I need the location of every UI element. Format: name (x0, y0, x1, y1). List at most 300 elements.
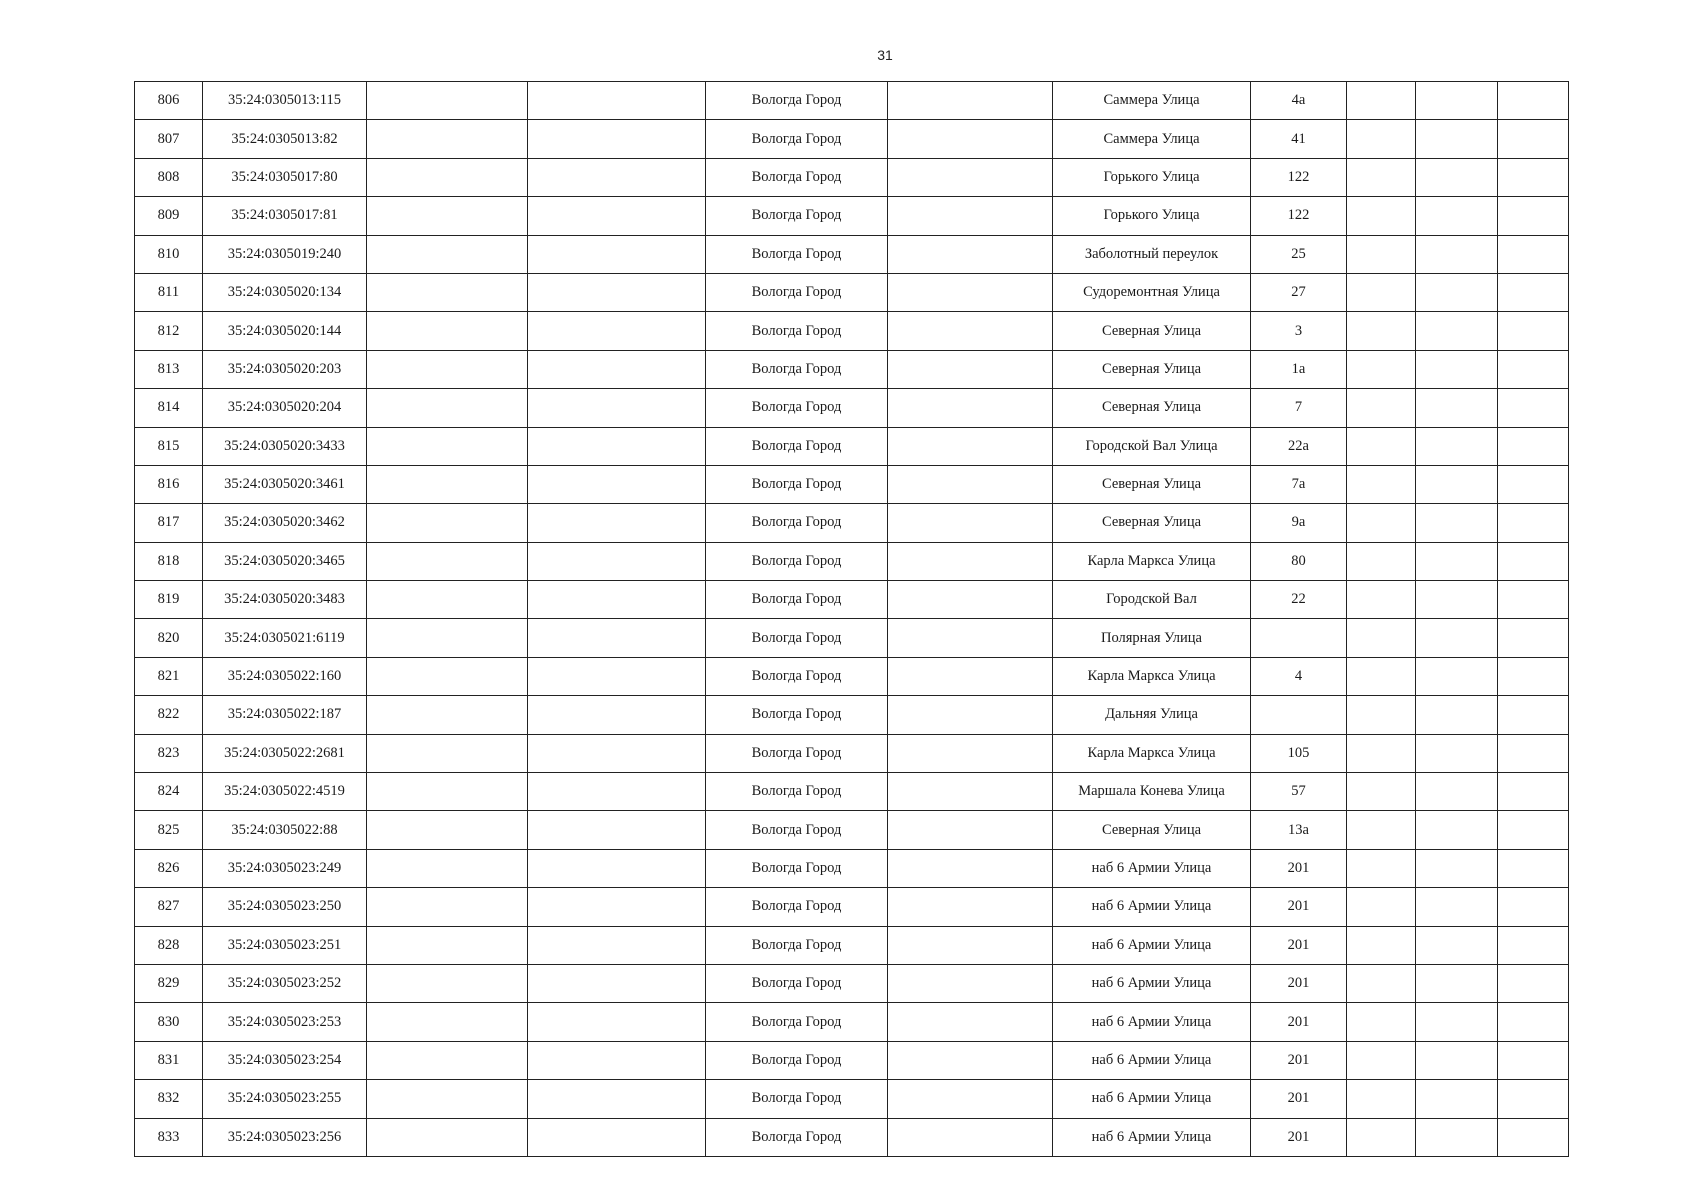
street-cell: Саммера Улица (1053, 82, 1251, 120)
empty-cell (528, 696, 706, 734)
empty-cell (888, 734, 1053, 772)
empty-cell (367, 350, 528, 388)
empty-cell (528, 888, 706, 926)
cadastral-number-cell: 35:24:0305023:255 (203, 1080, 367, 1118)
empty-cell (888, 312, 1053, 350)
cadastral-number-cell: 35:24:0305022:160 (203, 657, 367, 695)
house-number-cell: 7а (1251, 465, 1347, 503)
empty-cell (1347, 811, 1416, 849)
street-cell: наб 6 Армии Улица (1053, 964, 1251, 1002)
empty-cell (1498, 926, 1569, 964)
cadastral-number-cell: 35:24:0305020:3465 (203, 542, 367, 580)
empty-cell (888, 1041, 1053, 1079)
cadastral-number-cell: 35:24:0305020:134 (203, 273, 367, 311)
locality-cell: Вологда Город (706, 312, 888, 350)
table-row (135, 312, 1569, 350)
empty-cell (528, 273, 706, 311)
empty-cell (888, 350, 1053, 388)
empty-cell (1498, 504, 1569, 542)
empty-cell (888, 926, 1053, 964)
house-number-cell: 201 (1251, 849, 1347, 887)
empty-cell (367, 773, 528, 811)
cadastral-number-cell: 35:24:0305023:249 (203, 849, 367, 887)
cadastral-number-cell: 35:24:0305023:256 (203, 1118, 367, 1156)
row-number-cell: 829 (135, 964, 203, 1002)
empty-cell (1347, 235, 1416, 273)
empty-cell (1347, 427, 1416, 465)
row-number-cell: 809 (135, 197, 203, 235)
empty-cell (1347, 964, 1416, 1002)
empty-cell (888, 427, 1053, 465)
empty-cell (528, 1118, 706, 1156)
street-cell: Саммера Улица (1053, 120, 1251, 158)
empty-cell (1416, 350, 1498, 388)
empty-cell (528, 1080, 706, 1118)
empty-cell (1416, 389, 1498, 427)
house-number-cell: 9а (1251, 504, 1347, 542)
empty-cell (888, 964, 1053, 1002)
empty-cell (888, 82, 1053, 120)
locality-cell: Вологда Город (706, 82, 888, 120)
row-number-cell: 833 (135, 1118, 203, 1156)
empty-cell (1498, 350, 1569, 388)
locality-cell: Вологда Город (706, 619, 888, 657)
empty-cell (528, 657, 706, 695)
house-number-cell: 201 (1251, 1080, 1347, 1118)
empty-cell (367, 888, 528, 926)
house-number-cell: 201 (1251, 926, 1347, 964)
empty-cell (1416, 734, 1498, 772)
empty-cell (888, 696, 1053, 734)
row-number-cell: 826 (135, 849, 203, 887)
cadastral-number-cell: 35:24:0305023:252 (203, 964, 367, 1002)
locality-cell: Вологда Город (706, 120, 888, 158)
table-row (135, 696, 1569, 734)
table-row (135, 964, 1569, 1002)
empty-cell (1498, 235, 1569, 273)
row-number-cell: 812 (135, 312, 203, 350)
table-row (135, 465, 1569, 503)
empty-cell (1498, 964, 1569, 1002)
empty-cell (1347, 619, 1416, 657)
street-cell: Карла Маркса Улица (1053, 542, 1251, 580)
empty-cell (367, 158, 528, 196)
locality-cell: Вологда Город (706, 465, 888, 503)
empty-cell (888, 465, 1053, 503)
empty-cell (367, 427, 528, 465)
empty-cell (1498, 619, 1569, 657)
house-number-cell (1251, 619, 1347, 657)
street-cell: Северная Улица (1053, 504, 1251, 542)
empty-cell (1347, 197, 1416, 235)
street-cell: Горького Улица (1053, 158, 1251, 196)
street-cell: Северная Улица (1053, 465, 1251, 503)
table-row (135, 504, 1569, 542)
row-number-cell: 831 (135, 1041, 203, 1079)
empty-cell (528, 542, 706, 580)
row-number-cell: 822 (135, 696, 203, 734)
empty-cell (528, 158, 706, 196)
empty-cell (1498, 849, 1569, 887)
table-row (135, 389, 1569, 427)
cadastral-number-cell: 35:24:0305019:240 (203, 235, 367, 273)
row-number-cell: 824 (135, 773, 203, 811)
table-row (135, 158, 1569, 196)
empty-cell (1498, 82, 1569, 120)
empty-cell (888, 1003, 1053, 1041)
empty-cell (1498, 1041, 1569, 1079)
empty-cell (528, 773, 706, 811)
empty-cell (1416, 235, 1498, 273)
locality-cell: Вологда Город (706, 926, 888, 964)
table-row (135, 581, 1569, 619)
empty-cell (1347, 1080, 1416, 1118)
empty-cell (528, 811, 706, 849)
locality-cell: Вологда Город (706, 1118, 888, 1156)
empty-cell (367, 197, 528, 235)
table-row (135, 926, 1569, 964)
cadastral-number-cell: 35:24:0305023:253 (203, 1003, 367, 1041)
house-number-cell: 7 (1251, 389, 1347, 427)
street-cell: наб 6 Армии Улица (1053, 1041, 1251, 1079)
empty-cell (367, 120, 528, 158)
row-number-cell: 820 (135, 619, 203, 657)
cadastral-number-cell: 35:24:0305022:4519 (203, 773, 367, 811)
locality-cell: Вологда Город (706, 1041, 888, 1079)
house-number-cell: 201 (1251, 964, 1347, 1002)
empty-cell (367, 235, 528, 273)
empty-cell (1498, 696, 1569, 734)
empty-cell (1416, 1080, 1498, 1118)
empty-cell (888, 581, 1053, 619)
row-number-cell: 821 (135, 657, 203, 695)
empty-cell (528, 82, 706, 120)
empty-cell (1498, 1003, 1569, 1041)
empty-cell (528, 465, 706, 503)
street-cell: Горького Улица (1053, 197, 1251, 235)
street-cell: Северная Улица (1053, 350, 1251, 388)
empty-cell (528, 619, 706, 657)
empty-cell (528, 1003, 706, 1041)
empty-cell (1498, 158, 1569, 196)
house-number-cell: 22 (1251, 581, 1347, 619)
empty-cell (367, 926, 528, 964)
row-number-cell: 817 (135, 504, 203, 542)
table-row (135, 350, 1569, 388)
cadastral-number-cell: 35:24:0305022:88 (203, 811, 367, 849)
empty-cell (1498, 465, 1569, 503)
row-number-cell: 814 (135, 389, 203, 427)
table-row (135, 235, 1569, 273)
empty-cell (888, 1080, 1053, 1118)
cadastral-number-cell: 35:24:0305020:3483 (203, 581, 367, 619)
table-row (135, 120, 1569, 158)
empty-cell (1498, 1080, 1569, 1118)
house-number-cell: 122 (1251, 158, 1347, 196)
empty-cell (528, 350, 706, 388)
locality-cell: Вологда Город (706, 273, 888, 311)
empty-cell (1347, 773, 1416, 811)
house-number-cell: 201 (1251, 888, 1347, 926)
locality-cell: Вологда Город (706, 1080, 888, 1118)
empty-cell (1347, 504, 1416, 542)
street-cell: наб 6 Армии Улица (1053, 1003, 1251, 1041)
empty-cell (1347, 542, 1416, 580)
house-number-cell: 22а (1251, 427, 1347, 465)
empty-cell (528, 389, 706, 427)
locality-cell: Вологда Город (706, 542, 888, 580)
house-number-cell: 122 (1251, 197, 1347, 235)
empty-cell (1347, 734, 1416, 772)
empty-cell (1498, 427, 1569, 465)
empty-cell (1416, 120, 1498, 158)
cadastral-number-cell: 35:24:0305013:115 (203, 82, 367, 120)
empty-cell (367, 964, 528, 1002)
row-number-cell: 810 (135, 235, 203, 273)
empty-cell (1347, 1041, 1416, 1079)
empty-cell (1498, 197, 1569, 235)
empty-cell (1498, 657, 1569, 695)
empty-cell (1416, 849, 1498, 887)
empty-cell (1416, 312, 1498, 350)
table-row (135, 849, 1569, 887)
empty-cell (1498, 811, 1569, 849)
cadastral-number-cell: 35:24:0305020:3433 (203, 427, 367, 465)
locality-cell: Вологда Город (706, 350, 888, 388)
empty-cell (528, 849, 706, 887)
house-number-cell: 80 (1251, 542, 1347, 580)
row-number-cell: 832 (135, 1080, 203, 1118)
empty-cell (528, 581, 706, 619)
empty-cell (888, 273, 1053, 311)
cadastral-number-cell: 35:24:0305021:6119 (203, 619, 367, 657)
empty-cell (367, 504, 528, 542)
empty-cell (1416, 542, 1498, 580)
street-cell: Городской Вал (1053, 581, 1251, 619)
row-number-cell: 828 (135, 926, 203, 964)
empty-cell (888, 197, 1053, 235)
empty-cell (1416, 1118, 1498, 1156)
house-number-cell: 25 (1251, 235, 1347, 273)
empty-cell (1347, 82, 1416, 120)
empty-cell (1498, 312, 1569, 350)
empty-cell (1416, 581, 1498, 619)
empty-cell (528, 734, 706, 772)
house-number-cell: 27 (1251, 273, 1347, 311)
empty-cell (1416, 465, 1498, 503)
empty-cell (367, 273, 528, 311)
locality-cell: Вологда Город (706, 849, 888, 887)
empty-cell (1416, 964, 1498, 1002)
empty-cell (1416, 82, 1498, 120)
empty-cell (528, 504, 706, 542)
empty-cell (888, 657, 1053, 695)
table-row (135, 773, 1569, 811)
empty-cell (367, 1080, 528, 1118)
empty-cell (1347, 1003, 1416, 1041)
empty-cell (528, 235, 706, 273)
house-number-cell: 41 (1251, 120, 1347, 158)
registry-table (134, 81, 1569, 1157)
street-cell: наб 6 Армии Улица (1053, 1118, 1251, 1156)
house-number-cell: 4 (1251, 657, 1347, 695)
empty-cell (1416, 427, 1498, 465)
cadastral-number-cell: 35:24:0305017:81 (203, 197, 367, 235)
locality-cell: Вологда Город (706, 888, 888, 926)
empty-cell (888, 120, 1053, 158)
cadastral-number-cell: 35:24:0305022:2681 (203, 734, 367, 772)
empty-cell (1347, 849, 1416, 887)
locality-cell: Вологда Город (706, 504, 888, 542)
empty-cell (1347, 926, 1416, 964)
table-row (135, 82, 1569, 120)
locality-cell: Вологда Город (706, 197, 888, 235)
row-number-cell: 819 (135, 581, 203, 619)
street-cell: Городской Вал Улица (1053, 427, 1251, 465)
empty-cell (1498, 888, 1569, 926)
locality-cell: Вологда Город (706, 427, 888, 465)
house-number-cell: 4а (1251, 82, 1347, 120)
empty-cell (367, 1003, 528, 1041)
empty-cell (367, 734, 528, 772)
empty-cell (888, 504, 1053, 542)
cadastral-number-cell: 35:24:0305020:204 (203, 389, 367, 427)
empty-cell (888, 1118, 1053, 1156)
empty-cell (1416, 657, 1498, 695)
street-cell: Заболотный переулок (1053, 235, 1251, 273)
street-cell: Северная Улица (1053, 811, 1251, 849)
locality-cell: Вологда Город (706, 696, 888, 734)
street-cell: Маршала Конева Улица (1053, 773, 1251, 811)
row-number-cell: 815 (135, 427, 203, 465)
page-number: 31 (877, 47, 893, 63)
table-row (135, 734, 1569, 772)
empty-cell (1347, 581, 1416, 619)
table-row (135, 657, 1569, 695)
cadastral-number-cell: 35:24:0305023:254 (203, 1041, 367, 1079)
empty-cell (367, 1041, 528, 1079)
row-number-cell: 816 (135, 465, 203, 503)
table-row (135, 888, 1569, 926)
locality-cell: Вологда Город (706, 1003, 888, 1041)
empty-cell (1347, 465, 1416, 503)
empty-cell (528, 1041, 706, 1079)
empty-cell (1498, 542, 1569, 580)
street-cell: Северная Улица (1053, 389, 1251, 427)
empty-cell (1498, 734, 1569, 772)
street-cell: Судоремонтная Улица (1053, 273, 1251, 311)
street-cell: Полярная Улица (1053, 619, 1251, 657)
row-number-cell: 806 (135, 82, 203, 120)
empty-cell (1416, 158, 1498, 196)
empty-cell (1498, 773, 1569, 811)
empty-cell (1498, 120, 1569, 158)
empty-cell (888, 389, 1053, 427)
house-number-cell: 201 (1251, 1041, 1347, 1079)
street-cell: Карла Маркса Улица (1053, 657, 1251, 695)
empty-cell (1347, 888, 1416, 926)
house-number-cell: 13а (1251, 811, 1347, 849)
house-number-cell: 201 (1251, 1003, 1347, 1041)
empty-cell (367, 465, 528, 503)
empty-cell (1416, 926, 1498, 964)
empty-cell (888, 773, 1053, 811)
empty-cell (367, 657, 528, 695)
empty-cell (367, 581, 528, 619)
empty-cell (528, 120, 706, 158)
cadastral-number-cell: 35:24:0305023:251 (203, 926, 367, 964)
empty-cell (367, 811, 528, 849)
empty-cell (1416, 619, 1498, 657)
street-cell: Дальняя Улица (1053, 696, 1251, 734)
row-number-cell: 807 (135, 120, 203, 158)
empty-cell (1416, 888, 1498, 926)
locality-cell: Вологда Город (706, 158, 888, 196)
row-number-cell: 813 (135, 350, 203, 388)
empty-cell (528, 926, 706, 964)
empty-cell (367, 849, 528, 887)
table-body (135, 82, 1569, 1157)
house-number-cell: 105 (1251, 734, 1347, 772)
empty-cell (1416, 811, 1498, 849)
empty-cell (888, 619, 1053, 657)
cadastral-number-cell: 35:24:0305020:144 (203, 312, 367, 350)
locality-cell: Вологда Город (706, 811, 888, 849)
empty-cell (888, 158, 1053, 196)
empty-cell (1347, 158, 1416, 196)
locality-cell: Вологда Город (706, 389, 888, 427)
row-number-cell: 830 (135, 1003, 203, 1041)
street-cell: наб 6 Армии Улица (1053, 888, 1251, 926)
empty-cell (1416, 273, 1498, 311)
cadastral-number-cell: 35:24:0305023:250 (203, 888, 367, 926)
empty-cell (1347, 312, 1416, 350)
cadastral-number-cell: 35:24:0305020:3461 (203, 465, 367, 503)
house-number-cell: 1а (1251, 350, 1347, 388)
empty-cell (1498, 273, 1569, 311)
empty-cell (528, 427, 706, 465)
street-cell: наб 6 Армии Улица (1053, 926, 1251, 964)
empty-cell (888, 235, 1053, 273)
empty-cell (1347, 273, 1416, 311)
cadastral-number-cell: 35:24:0305013:82 (203, 120, 367, 158)
empty-cell (367, 389, 528, 427)
house-number-cell: 57 (1251, 773, 1347, 811)
row-number-cell: 825 (135, 811, 203, 849)
empty-cell (888, 542, 1053, 580)
table-row (135, 1080, 1569, 1118)
empty-cell (1347, 350, 1416, 388)
empty-cell (367, 312, 528, 350)
empty-cell (888, 888, 1053, 926)
cadastral-number-cell: 35:24:0305020:203 (203, 350, 367, 388)
empty-cell (1347, 120, 1416, 158)
empty-cell (528, 197, 706, 235)
empty-cell (1416, 773, 1498, 811)
house-number-cell: 3 (1251, 312, 1347, 350)
empty-cell (528, 312, 706, 350)
cadastral-number-cell: 35:24:0305017:80 (203, 158, 367, 196)
table-row (135, 427, 1569, 465)
table-row (135, 1003, 1569, 1041)
table-row (135, 542, 1569, 580)
locality-cell: Вологда Город (706, 657, 888, 695)
empty-cell (367, 1118, 528, 1156)
row-number-cell: 811 (135, 273, 203, 311)
empty-cell (528, 964, 706, 1002)
empty-cell (1347, 1118, 1416, 1156)
empty-cell (367, 542, 528, 580)
